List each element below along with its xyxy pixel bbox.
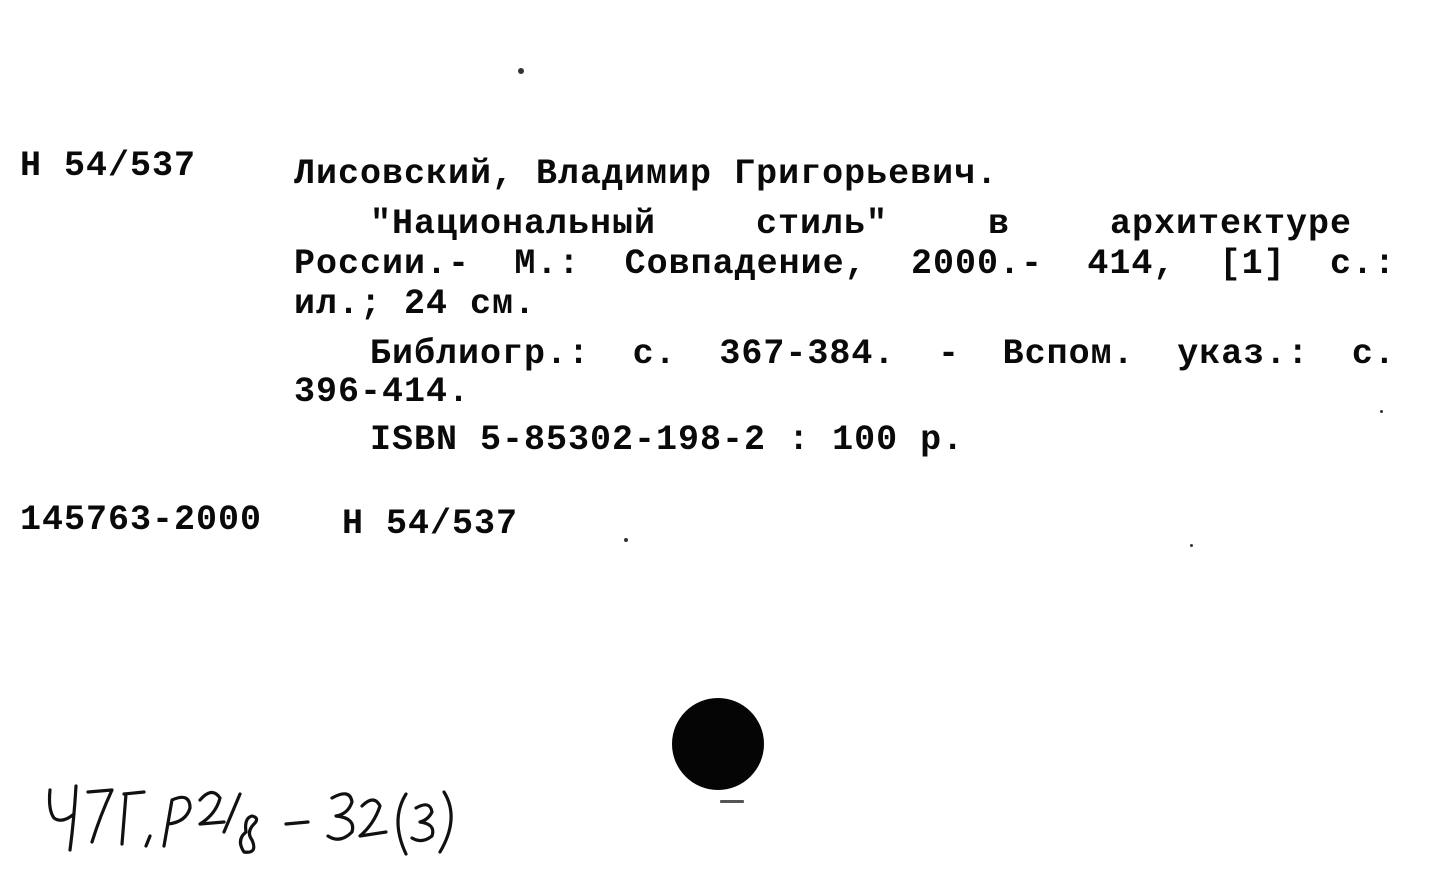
title-line-1-word: стиль": [756, 204, 889, 244]
title-line-2-word: 2000.-: [910, 244, 1044, 284]
speck: [518, 68, 524, 74]
notes-line-1: [370, 334, 1396, 374]
notes-line-1-word: Библиогр.:: [370, 334, 591, 374]
speck: [1190, 544, 1193, 547]
title-line-1-word: "Национальный: [370, 204, 657, 244]
call-number: Н 54/537: [20, 146, 197, 186]
isbn: ISBN 5-85302-198-2 : 100 р.: [370, 420, 965, 460]
notes-line-1-word: -: [937, 334, 960, 374]
title-line-2-word: России.-: [294, 244, 471, 284]
notes-line-1-word: с.: [632, 334, 677, 374]
punch-hole: [672, 698, 764, 790]
title-line-2-word: с.:: [1329, 244, 1396, 284]
speck: [1380, 410, 1383, 413]
title-line-2-word: [1]: [1219, 244, 1286, 284]
handwritten-note: [40, 770, 560, 870]
title-line-3: ил.; 24 см.: [294, 284, 537, 324]
notes-line-2: 396-414.: [294, 372, 471, 412]
call-number-bottom: Н 54/537: [342, 504, 519, 544]
notes-line-1-word: указ.:: [1177, 334, 1310, 374]
notes-line-1-word: с.: [1351, 334, 1396, 374]
title-line-2: [294, 244, 1396, 284]
title-line-1-word: архитектуре: [1109, 204, 1352, 244]
title-line-2-word: 414,: [1087, 244, 1176, 284]
title-line-2-word: М.:: [514, 244, 581, 284]
author: Лисовский, Владимир Григорьевич.: [294, 154, 999, 194]
speck: [720, 800, 744, 803]
notes-line-1-word: 367-384.: [719, 334, 896, 374]
title-line-2-word: Совпадение,: [624, 244, 867, 284]
title-line-1: [370, 204, 1352, 244]
notes-line-1-word: Вспом.: [1002, 334, 1135, 374]
speck: [624, 538, 628, 542]
accession-number: 145763-2000: [20, 500, 263, 540]
title-line-1-word: в: [987, 204, 1010, 244]
